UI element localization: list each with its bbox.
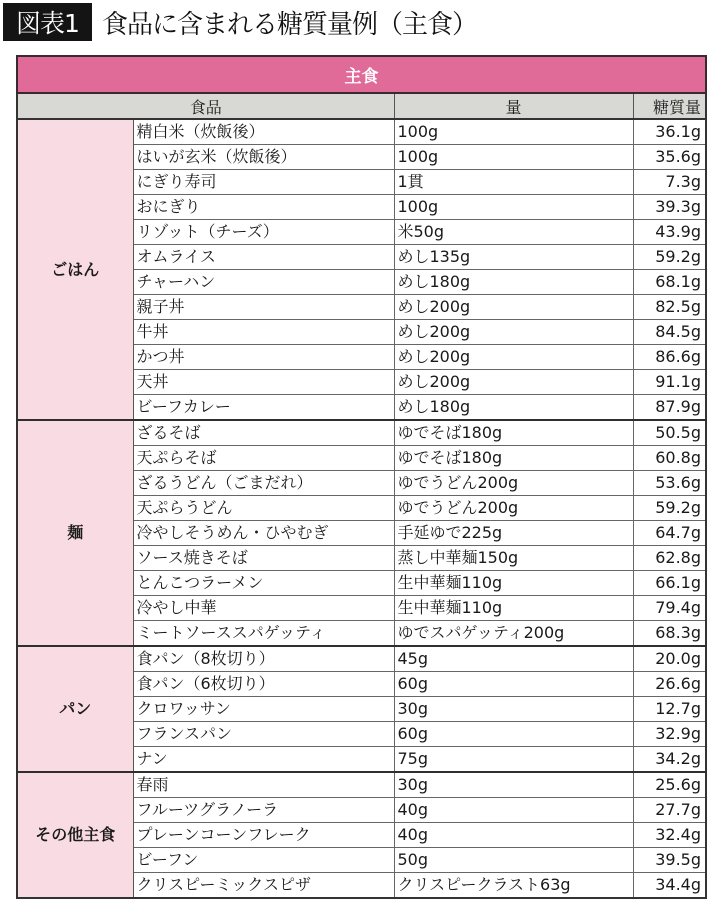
food-cell: 天ぷらうどん [133, 496, 394, 521]
food-cell: フルーツグラノーラ [133, 798, 394, 823]
category-cell: ごはん [17, 119, 133, 420]
food-cell: 親子丼 [133, 295, 394, 320]
food-cell: フランスパン [133, 722, 394, 747]
amount-cell: 30g [394, 772, 633, 798]
amount-cell: 40g [394, 823, 633, 848]
amount-cell: 手延ゆで225g [394, 521, 633, 546]
food-cell: おにぎり [133, 195, 394, 220]
food-cell: はいが玄米（炊飯後） [133, 145, 394, 170]
amount-cell: めし200g [394, 320, 633, 345]
amount-cell: 蒸し中華麺150g [394, 546, 633, 571]
amount-cell: 生中華麺110g [394, 571, 633, 596]
column-header-amount: 量 [394, 93, 633, 119]
food-cell: 食パン（6枚切り） [133, 672, 394, 697]
sugar-cell: 79.4g [633, 596, 706, 621]
sugar-content-table [16, 55, 707, 899]
sugar-cell: 43.9g [633, 220, 706, 245]
sugar-cell: 87.9g [633, 395, 706, 421]
food-cell: 牛丼 [133, 320, 394, 345]
amount-cell: めし200g [394, 295, 633, 320]
sugar-cell: 59.2g [633, 245, 706, 270]
amount-cell: 60g [394, 672, 633, 697]
food-cell: 冷やしそうめん・ひやむぎ [133, 521, 394, 546]
amount-cell: ゆでスパゲッティ200g [394, 621, 633, 647]
amount-cell: 100g [394, 119, 633, 145]
amount-cell: ゆでうどん200g [394, 471, 633, 496]
sugar-cell: 12.7g [633, 697, 706, 722]
amount-cell: クリスピークラスト63g [394, 873, 633, 899]
sugar-cell: 53.6g [633, 471, 706, 496]
sugar-cell: 59.2g [633, 496, 706, 521]
sugar-cell: 32.9g [633, 722, 706, 747]
sugar-cell: 68.3g [633, 621, 706, 647]
food-cell: クロワッサン [133, 697, 394, 722]
amount-cell: 45g [394, 646, 633, 672]
amount-cell: 米50g [394, 220, 633, 245]
amount-cell: 100g [394, 195, 633, 220]
sugar-cell: 35.6g [633, 145, 706, 170]
sugar-cell: 50.5g [633, 420, 706, 446]
food-cell: ビーフカレー [133, 395, 394, 421]
table-main-header: 主食 [17, 56, 706, 93]
sugar-cell: 7.3g [633, 170, 706, 195]
sugar-cell: 84.5g [633, 320, 706, 345]
amount-cell: 50g [394, 848, 633, 873]
sugar-cell: 26.6g [633, 672, 706, 697]
amount-cell: 60g [394, 722, 633, 747]
sugar-cell: 66.1g [633, 571, 706, 596]
amount-cell: めし180g [394, 270, 633, 295]
amount-cell: 75g [394, 747, 633, 773]
amount-cell: 40g [394, 798, 633, 823]
figure-title-bar [3, 3, 477, 41]
food-cell: 天丼 [133, 370, 394, 395]
food-cell: ミートソーススパゲッティ [133, 621, 394, 647]
sugar-cell: 20.0g [633, 646, 706, 672]
food-cell: ざるそば [133, 420, 394, 446]
sugar-cell: 39.3g [633, 195, 706, 220]
sugar-cell: 34.2g [633, 747, 706, 773]
sugar-cell: 91.1g [633, 370, 706, 395]
table-body [17, 119, 706, 898]
food-cell: にぎり寿司 [133, 170, 394, 195]
amount-cell: 1貫 [394, 170, 633, 195]
sugar-cell: 34.4g [633, 873, 706, 899]
amount-cell: ゆでうどん200g [394, 496, 633, 521]
food-cell: 精白米（炊飯後） [133, 119, 394, 145]
sugar-cell: 62.8g [633, 546, 706, 571]
food-cell: かつ丼 [133, 345, 394, 370]
table-row [17, 420, 706, 446]
category-cell: その他主食 [17, 772, 133, 898]
food-cell: プレーンコーンフレーク [133, 823, 394, 848]
table-row [17, 646, 706, 672]
sugar-cell: 25.6g [633, 772, 706, 798]
category-cell: 麺 [17, 420, 133, 646]
column-header-food: 食品 [17, 93, 394, 119]
amount-cell: めし200g [394, 370, 633, 395]
food-cell: 春雨 [133, 772, 394, 798]
food-cell: ナン [133, 747, 394, 773]
column-header-sugar: 糖質量 [633, 93, 706, 119]
sugar-cell: 60.8g [633, 446, 706, 471]
food-cell: リゾット（チーズ） [133, 220, 394, 245]
amount-cell: 30g [394, 697, 633, 722]
column-header-row [17, 93, 706, 119]
amount-cell: ゆでそば180g [394, 420, 633, 446]
food-cell: 天ぷらそば [133, 446, 394, 471]
amount-cell: めし135g [394, 245, 633, 270]
sugar-cell: 27.7g [633, 798, 706, 823]
amount-cell: ゆでそば180g [394, 446, 633, 471]
sugar-cell: 39.5g [633, 848, 706, 873]
sugar-cell: 86.6g [633, 345, 706, 370]
figure-title: 食品に含まれる糖質量例（主食） [102, 9, 478, 40]
sugar-cell: 64.7g [633, 521, 706, 546]
food-cell: ソース焼きそば [133, 546, 394, 571]
food-cell: オムライス [133, 245, 394, 270]
table-row [17, 119, 706, 145]
sugar-cell: 36.1g [633, 119, 706, 145]
food-cell: チャーハン [133, 270, 394, 295]
amount-cell: 生中華麺110g [394, 596, 633, 621]
food-cell: クリスピーミックスピザ [133, 873, 394, 899]
food-cell: とんこつラーメン [133, 571, 394, 596]
amount-cell: 100g [394, 145, 633, 170]
table-row [17, 772, 706, 798]
category-cell: パン [17, 646, 133, 772]
sugar-cell: 32.4g [633, 823, 706, 848]
food-cell: 食パン（8枚切り） [133, 646, 394, 672]
sugar-cell: 68.1g [633, 270, 706, 295]
food-cell: ざるうどん（ごまだれ） [133, 471, 394, 496]
figure-badge: 図表1 [3, 3, 92, 41]
sugar-cell: 82.5g [633, 295, 706, 320]
amount-cell: めし200g [394, 345, 633, 370]
food-cell: 冷やし中華 [133, 596, 394, 621]
food-cell: ビーフン [133, 848, 394, 873]
amount-cell: めし180g [394, 395, 633, 421]
